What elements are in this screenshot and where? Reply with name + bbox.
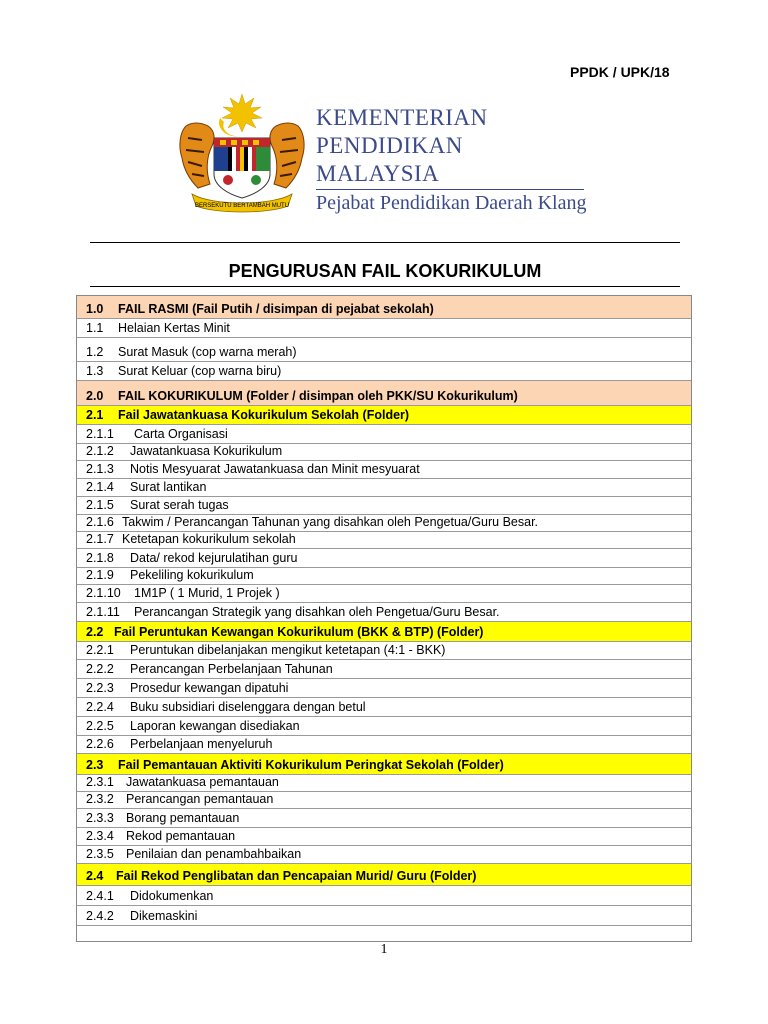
table-row: 2.1.1 Carta Organisasi (77, 425, 691, 444)
table-row: 2.4.1 Didokumenkan (77, 886, 691, 906)
ministry-crest-logo (172, 88, 312, 216)
table-row-subsection: 2.4 Fail Rekod Penglibatan dan Pencapaian Murid/ Guru (Folder) (77, 864, 691, 886)
table-row: 2.2.1 Peruntukan dibelanjakan mengikut ketetapan (4:1 - BKK) (77, 642, 691, 660)
table-row: 2.1.2 Jawatankuasa Kokurikulum (77, 444, 691, 461)
district-office-name: Pejabat Pendidikan Daerah Klang (316, 192, 587, 214)
table-row: 1.3 Surat Keluar (cop warna biru) (77, 362, 691, 381)
file-management-table (76, 295, 692, 942)
table-row: 2.3.1 Jawatankuasa pemantauan (77, 775, 691, 792)
table-row: 2.3.2 Perancangan pemantauan (77, 792, 691, 809)
table-row: 2.2.6 Perbelanjaan menyeluruh (77, 736, 691, 754)
ministry-line-2: PENDIDIKAN (316, 133, 463, 158)
table-row: 2.1.6 Takwim / Perancangan Tahunan yang disahkan oleh Pengetua/Guru Besar. (77, 515, 691, 532)
document-reference-code: PPDK / UPK/18 (570, 64, 670, 80)
table-row: 2.1.11 Perancangan Strategik yang disahkan oleh Pengetua/Guru Besar. (77, 603, 691, 622)
table-row-subsection: 2.1 Fail Jawatankuasa Kokurikulum Sekolah (Folder) (77, 406, 691, 425)
ministry-line-1: KEMENTERIAN (316, 105, 488, 130)
header-divider-bottom (90, 286, 680, 287)
ministry-name-block (316, 104, 586, 216)
table-row-subsection: 2.3 Fail Pemantauan Aktiviti Kokurikulum Peringkat Sekolah (Folder) (77, 754, 691, 775)
table-row: 2.1.9 Pekeliling kokurikulum (77, 568, 691, 585)
table-row: 2.3.4 Rekod pemantauan (77, 828, 691, 846)
table-row: 2.2.3 Prosedur kewangan dipatuhi (77, 679, 691, 698)
table-row: 2.1.10 1M1P ( 1 Murid, 1 Projek ) (77, 585, 691, 603)
page-number: 1 (380, 942, 388, 957)
header-divider-top (90, 242, 680, 243)
table-row: 2.1.5 Surat serah tugas (77, 497, 691, 515)
table-row: 2.1.3 Notis Mesyuarat Jawatankuasa dan Minit mesyuarat (77, 461, 691, 479)
table-row: 1.2 Surat Masuk (cop warna merah) (77, 338, 691, 362)
table-row-subsection: 2.2 Fail Peruntukan Kewangan Kokurikulum (BKK & BTP) (Folder) (77, 622, 691, 642)
table-row: 2.2.5 Laporan kewangan disediakan (77, 717, 691, 736)
table-row: 2.2.4 Buku subsidiari diselenggara dengan betul (77, 698, 691, 717)
table-row: 2.4.2 Dikemaskini (77, 906, 691, 926)
table-row: 2.1.8 Data/ rekod kejurulatihan guru (77, 549, 691, 568)
table-row: 1.1 Helaian Kertas Minit (77, 319, 691, 338)
table-row-empty (77, 926, 691, 941)
table-row: 2.3.3 Borang pemantauan (77, 809, 691, 828)
document-title: PENGURUSAN FAIL KOKURIKULUM (228, 261, 542, 281)
crest-motto: BERSEKUTU BERTAMBAH MUTU (194, 203, 290, 209)
table-row-section: 1.0 FAIL RASMI (Fail Putih / disimpan di pejabat sekolah) (77, 296, 691, 319)
table-row: 2.3.5 Penilaian dan penambahbaikan (77, 846, 691, 864)
table-row: 2.2.2 Perancangan Perbelanjaan Tahunan (77, 660, 691, 679)
ministry-line-3: MALAYSIA (316, 161, 440, 186)
table-row: 2.1.7 Ketetapan kokurikulum sekolah (77, 532, 691, 549)
table-row: 2.1.4 Surat lantikan (77, 479, 691, 497)
table-row-section: 2.0 FAIL KOKURIKULUM (Folder / disimpan oleh PKK/SU Kokurikulum) (77, 381, 691, 406)
